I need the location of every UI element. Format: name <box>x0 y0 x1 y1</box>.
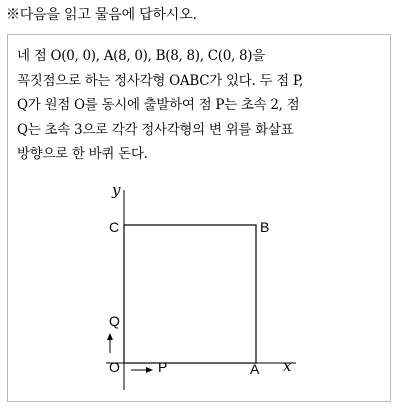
q-arrowhead-icon <box>107 333 113 340</box>
label-c: C <box>109 219 120 235</box>
problem-line: Q가 원점 O를 동시에 출발하여 점 P는 초속 2, 점 <box>17 97 300 113</box>
y-axis-label: y <box>112 181 121 199</box>
square-oabc <box>124 225 256 363</box>
label-p: P <box>158 359 168 375</box>
problem-line: 방향으로 한 바퀴 돈다. <box>17 146 148 162</box>
label-b: B <box>260 219 270 235</box>
problem-line: 네 점 O(0, 0), A(8, 0), B(8, 8), C(0, 8)을 <box>17 48 265 64</box>
x-axis-label: x <box>283 357 292 375</box>
instruction-text: ※다음을 읽고 물음에 답하시오. <box>6 7 197 23</box>
label-q: Q <box>109 313 120 329</box>
label-origin: O <box>109 359 120 375</box>
label-a: A <box>250 361 260 377</box>
p-arrowhead-icon <box>146 367 153 373</box>
problem-line: Q는 초속 3으로 각각 정사각형의 변 위를 화살표 <box>17 121 294 138</box>
problem-line: 꼭짓점으로 하는 정사각형 OABC가 있다. 두 점 P, <box>17 72 303 89</box>
